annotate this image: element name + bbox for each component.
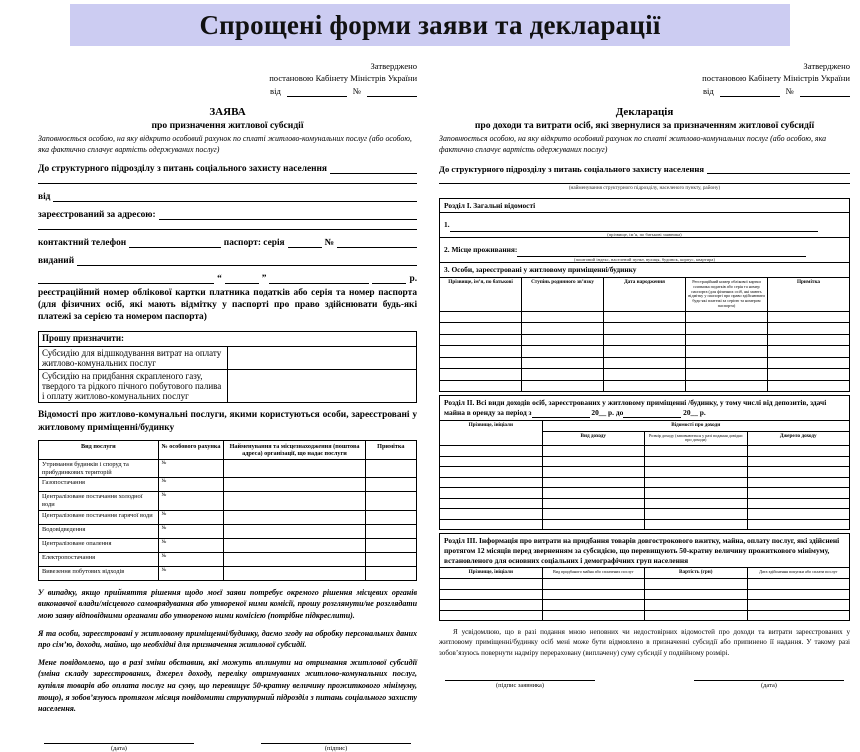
service-org-cell[interactable] — [224, 552, 365, 566]
table-row[interactable] — [440, 509, 850, 520]
section1-item1-number: 1. — [444, 220, 450, 230]
section1-table — [439, 198, 850, 393]
section1-item3: 3. Особи, зареєстровані у житловому приміщенні/будинку — [440, 263, 850, 278]
service-account-cell[interactable]: № — [158, 538, 224, 552]
left-sign-caption: (підпис) — [324, 744, 348, 752]
cell[interactable] — [645, 446, 747, 457]
section3-title-row — [440, 534, 850, 568]
right-date-signature-line[interactable] — [694, 668, 844, 681]
cell[interactable] — [645, 519, 747, 530]
cell[interactable] — [440, 488, 542, 499]
left-date-signature-line[interactable] — [44, 731, 194, 744]
service-note-cell[interactable] — [365, 460, 416, 478]
cell[interactable] — [440, 311, 522, 323]
section3-table — [439, 533, 850, 621]
table-row[interactable] — [440, 498, 850, 509]
left-signature-row — [38, 731, 417, 752]
cell[interactable] — [522, 334, 604, 346]
services-table-header-row — [39, 440, 417, 459]
cell[interactable] — [747, 467, 850, 478]
cell[interactable] — [767, 369, 849, 381]
left-paragraph-2: Я та особи, зареєстровані у житловому приміщенні/будинку, даємо згоду на обробку персональних даних про сім’ю, доходи, майно, що необхідні для призначення житлової субсидії. — [38, 628, 418, 650]
right-approval-block — [439, 60, 850, 97]
left-addressee-row — [38, 162, 417, 174]
service-org-cell[interactable] — [224, 460, 365, 478]
service-name: Централізоване опалення — [39, 538, 159, 552]
cell[interactable] — [542, 498, 644, 509]
right-addressee-caption: (найменування структурного підрозділу, населеного пункту, району) — [568, 184, 721, 191]
table-row — [39, 478, 417, 492]
cell[interactable] — [645, 498, 747, 509]
left-phone-label: контактний телефон — [38, 237, 127, 248]
service-org-cell[interactable] — [224, 538, 365, 552]
service-name: Газопостачання — [39, 478, 159, 492]
section1-item2-cell — [440, 238, 850, 263]
service-org-cell[interactable] — [224, 524, 365, 538]
cell[interactable] — [440, 369, 522, 381]
section3-col-date: Дата здійснення покупки або сплати послуг — [747, 568, 850, 579]
cell[interactable] — [686, 311, 768, 323]
right-approval-date-row — [439, 85, 850, 97]
cell[interactable] — [645, 456, 747, 467]
section2-title-line1: Розділ II. Всі види доходів осіб, зареєстрованих у житловому приміщенні /будинку, у тому числі від депозитів, — [444, 398, 809, 408]
table-row[interactable] — [440, 311, 850, 323]
left-approval-date-row — [38, 85, 417, 97]
table-row — [39, 492, 417, 510]
cell[interactable] — [542, 488, 644, 499]
left-month-input[interactable] — [269, 272, 369, 284]
service-name: Централізоване постачання холодної води — [39, 492, 159, 510]
right-approval-date-blank[interactable] — [720, 87, 780, 97]
cell[interactable] — [542, 579, 644, 590]
left-addressee-second-rule[interactable] — [38, 182, 417, 184]
cell[interactable] — [542, 610, 644, 621]
section2-period-to-input[interactable] — [623, 409, 681, 418]
left-issued-input[interactable] — [77, 254, 417, 266]
right-sign-signature-line[interactable] — [445, 668, 595, 681]
left-passport-label: паспорт: серія — [223, 237, 285, 248]
cell[interactable] — [747, 446, 850, 457]
left-from-row — [38, 190, 417, 202]
cell[interactable] — [767, 334, 849, 346]
cell[interactable] — [686, 323, 768, 335]
service-note-cell[interactable] — [365, 552, 416, 566]
table-row[interactable] — [440, 589, 850, 600]
service-note-cell[interactable] — [365, 492, 416, 510]
left-from-label: від — [38, 191, 51, 202]
table-row — [39, 510, 417, 524]
cell[interactable] — [686, 380, 768, 392]
cell[interactable] — [686, 369, 768, 381]
section1-col-birth: Дата народження — [604, 277, 686, 311]
left-approval-number-blank[interactable] — [367, 87, 417, 97]
cell[interactable] — [440, 446, 542, 457]
right-doc-title: Декларація — [615, 106, 674, 119]
section2-col-name: Прізвище, ініціали — [440, 420, 542, 446]
left-date-caption: (дата) — [111, 744, 127, 752]
left-issue-date-row — [38, 272, 417, 284]
request-table — [38, 331, 417, 403]
section1-item3-row — [440, 263, 850, 278]
cell[interactable] — [522, 311, 604, 323]
cell[interactable] — [767, 357, 849, 369]
left-addressee-input[interactable] — [330, 162, 417, 174]
request-table-row — [39, 347, 417, 370]
section1-col-note: Примітка — [767, 277, 849, 311]
left-registered-row — [38, 208, 417, 220]
section1-item2-caption: (поштовий індекс, населений пункт, вулиця, будинок, корпус, квартира) — [574, 257, 716, 263]
table-row[interactable] — [440, 579, 850, 590]
section2-title-row — [440, 396, 850, 420]
table-row — [39, 566, 417, 580]
left-date-signature-block — [44, 731, 194, 752]
left-approval-block — [38, 60, 417, 97]
service-note-cell[interactable] — [365, 566, 416, 580]
request-table-row — [39, 370, 417, 403]
right-doc-note: Заповнюється особою, на яку відкрито особовий рахунок по сплаті житлово-комунальних послуг (або особою, яка фактично сплачує вартість одержуваних послуг) — [439, 134, 827, 155]
services-col-type: Вид послуги — [39, 440, 159, 459]
left-registered-label: зареєстрований за адресою: — [38, 209, 156, 220]
left-year-input[interactable] — [372, 272, 406, 284]
table-row[interactable] — [440, 477, 850, 488]
right-approval-line2: постановою Кабінету Міністрів України — [702, 73, 850, 84]
request-option-2: Субсидію на придбання скрапленого газу, твердого та рідкого пічного побутового палива і оплату житлово-комунальних послуг — [39, 370, 228, 403]
cell[interactable] — [645, 610, 747, 621]
left-approval-from-label: від — [270, 85, 281, 96]
right-approval-line1: Затверджено — [803, 61, 850, 71]
cell[interactable] — [747, 456, 850, 467]
right-approval-number-label: № — [785, 85, 794, 96]
right-addressee-input[interactable] — [707, 162, 850, 174]
right-date-signature-block — [694, 668, 844, 689]
left-approval-line1: Затверджено — [370, 61, 418, 71]
service-account-cell[interactable]: № — [158, 460, 224, 478]
service-name: Водовідведення — [39, 524, 159, 538]
service-note-cell[interactable] — [365, 478, 416, 492]
cell[interactable] — [686, 334, 768, 346]
section2-year1: 20__ р. — [591, 408, 614, 418]
section1-title-row — [440, 198, 850, 213]
service-account-cell[interactable]: № — [158, 510, 224, 524]
section1-item2-row — [440, 238, 850, 263]
left-year-suffix: р. — [409, 273, 418, 284]
cell[interactable] — [542, 509, 644, 520]
cell[interactable] — [440, 477, 542, 488]
right-sign-caption: (підпис заявника) — [496, 681, 545, 689]
cell[interactable] — [542, 467, 644, 478]
cell[interactable] — [645, 467, 747, 478]
cell[interactable] — [440, 600, 542, 611]
cell[interactable] — [747, 589, 850, 600]
cell[interactable] — [522, 323, 604, 335]
cell[interactable] — [747, 477, 850, 488]
cell[interactable] — [767, 380, 849, 392]
section3-col-cost: Вартість (грн) — [645, 568, 747, 579]
cell[interactable] — [747, 579, 850, 590]
page-title: Спрощені форми заяви та декларації — [199, 9, 661, 40]
service-org-cell[interactable] — [224, 492, 365, 510]
cell[interactable] — [440, 357, 522, 369]
left-registered-input[interactable] — [159, 208, 417, 220]
request-checkbox-2[interactable] — [228, 370, 417, 403]
cell[interactable] — [542, 600, 644, 611]
section2-col-group: Відомості про доходи — [542, 420, 849, 431]
left-addressee-label: До структурного підрозділу з питань соціального захисту населення — [38, 163, 328, 174]
left-passport-number-input[interactable] — [337, 236, 417, 248]
section2-col-income-type: Вид доходу — [542, 431, 644, 446]
cell[interactable] — [604, 346, 686, 358]
cell[interactable] — [645, 488, 747, 499]
cell[interactable] — [522, 357, 604, 369]
request-table-header: Прошу призначити: — [39, 332, 417, 347]
left-paragraph-3: Мене повідомлено, що в разі зміни обставин, які можуть вплинути на отримання житлової субсидії (зміна складу зареєстрованих, джерел доходу, переліку отримуваних житлово-комунальних послуг, купівля товарів або оплата послуг на суму, що перевищує 50-кратну величину прожиткового мінімуму, тощо), я зобов’язуюсь протягом місяця повідомити структурний підрозділ з питань соціального захисту населення. — [38, 657, 418, 714]
right-approval-number-blank[interactable] — [800, 87, 850, 97]
table-row[interactable] — [440, 380, 850, 392]
section1-col-name: Прізвище, ім’я, по батькові — [440, 277, 522, 311]
service-note-cell[interactable] — [365, 510, 416, 524]
cell[interactable] — [522, 369, 604, 381]
cell[interactable] — [747, 488, 850, 499]
table-row[interactable] — [440, 600, 850, 611]
left-approval-number-label: № — [352, 85, 362, 96]
service-name: Вивезення побутових відходів — [39, 566, 159, 580]
right-addressee-row — [439, 162, 850, 174]
table-row[interactable] — [440, 519, 850, 530]
section3-col-name: Прізвище, ініціали — [440, 568, 542, 579]
section2-table — [439, 395, 850, 530]
table-row[interactable] — [440, 446, 850, 457]
page-banner — [70, 4, 790, 46]
left-approval-date-blank[interactable] — [287, 87, 347, 97]
cell[interactable] — [604, 323, 686, 335]
cell[interactable] — [440, 589, 542, 600]
table-row[interactable] — [440, 357, 850, 369]
left-passport-series-input[interactable] — [288, 236, 322, 248]
section2-group-header-row — [440, 420, 850, 431]
cell[interactable] — [604, 380, 686, 392]
section2-col-income-amount: Розмір доходу (заповнюється у разі подання довідки про доходи) — [645, 431, 747, 446]
cell[interactable] — [645, 589, 747, 600]
services-col-account: № особового рахунка — [158, 440, 224, 459]
cell[interactable] — [686, 346, 768, 358]
services-col-note: Примітка — [365, 440, 416, 459]
right-addressee-second-rule[interactable] — [439, 182, 850, 184]
table-row[interactable] — [440, 369, 850, 381]
cell[interactable] — [522, 380, 604, 392]
cell[interactable] — [767, 311, 849, 323]
request-checkbox-1[interactable] — [228, 347, 417, 370]
section3-title: Розділ III. Інформація про витрати на придбання товарів довгострокового вжитку, майна, оплату послуг, які здійснені протягом 12 місяців перед зверненням за субсидією, що перевищують 50-кратну величину прожиткового мінімуму, встановленого для основних соціальних і демографічних груп населення — [440, 534, 850, 568]
left-date-quote-close: ” — [261, 273, 267, 284]
section1-item2-label: 2. Місце проживання: — [444, 245, 518, 255]
table-row[interactable] — [440, 334, 850, 346]
left-date-quote-open: “ — [217, 273, 222, 284]
table-row[interactable] — [440, 346, 850, 358]
cell[interactable] — [440, 334, 522, 346]
left-issue-date-blank[interactable] — [38, 272, 214, 284]
cell[interactable] — [440, 610, 542, 621]
cell[interactable] — [604, 357, 686, 369]
application-document — [6, 52, 425, 752]
cell[interactable] — [440, 346, 522, 358]
service-org-cell[interactable] — [224, 478, 365, 492]
cell[interactable] — [645, 477, 747, 488]
section3-col-type: Вид придбаного майна або сплачених послуг — [542, 568, 644, 579]
section1-item1-row — [440, 213, 850, 238]
cell[interactable] — [747, 509, 850, 520]
section3-header-row — [440, 568, 850, 579]
section1-item1-caption: (прізвище, ім’я, по батькові заявника) — [607, 232, 682, 238]
cell[interactable] — [747, 519, 850, 530]
table-row[interactable] — [440, 467, 850, 478]
section1-item1-input[interactable] — [450, 223, 819, 232]
service-account-cell[interactable]: № — [158, 478, 224, 492]
cell[interactable] — [645, 600, 747, 611]
cell[interactable] — [767, 323, 849, 335]
table-row[interactable] — [440, 488, 850, 499]
service-account-cell[interactable]: № — [158, 552, 224, 566]
declaration-document — [435, 52, 854, 752]
cell[interactable] — [747, 610, 850, 621]
left-doc-note: Заповнюється особою, на яку відкрито особовий рахунок по сплаті житлово-комунальних послуг (або особою, яка фактично сплачує вартість одержуваних послуг) — [38, 134, 412, 155]
cell[interactable] — [542, 456, 644, 467]
section2-title-cell — [440, 396, 850, 420]
section2-to-label: до — [615, 408, 624, 418]
table-row — [39, 460, 417, 478]
left-issued-label: виданий — [38, 255, 75, 266]
request-option-1: Субсидію для відшкодування витрат на оплату житлово-комунальних послуг — [39, 347, 228, 370]
services-col-org: Найменування та місцезнаходження (поштова адреса) організації, що надає послуги — [224, 440, 365, 459]
section2-year2: 20__ р. — [683, 408, 706, 418]
cell[interactable] — [542, 519, 644, 530]
cell[interactable] — [542, 589, 644, 600]
right-doc-subtitle: про доходи та витрати осіб, які звернулися за призначенням житлової субсидії — [474, 120, 815, 132]
left-doc-subtitle: про призначення житлової субсидії — [151, 120, 304, 132]
cell[interactable] — [440, 509, 542, 520]
cell[interactable] — [440, 380, 522, 392]
section2-period-from-input[interactable] — [532, 409, 590, 418]
cell[interactable] — [440, 579, 542, 590]
left-phone-row — [38, 236, 417, 248]
section1-item2-input[interactable] — [517, 248, 806, 257]
right-date-caption: (дата) — [761, 681, 777, 689]
left-passport-number-label: № — [324, 237, 335, 248]
cell[interactable] — [604, 334, 686, 346]
left-registered-second-rule[interactable] — [38, 228, 417, 230]
table-row[interactable] — [440, 323, 850, 335]
cell[interactable] — [747, 498, 850, 509]
services-table — [38, 440, 417, 581]
request-table-header-row — [39, 332, 417, 347]
section1-col-relation: Ступінь родинного зв’язку — [522, 277, 604, 311]
section1-title: Розділ I. Загальні відомості — [440, 198, 850, 213]
cell[interactable] — [604, 369, 686, 381]
service-account-cell[interactable]: № — [158, 566, 224, 580]
table-row — [39, 524, 417, 538]
service-note-cell[interactable] — [365, 538, 416, 552]
left-sign-signature-block — [261, 731, 411, 752]
service-name: Утримання будинків і споруд та прибудинкових територій — [39, 460, 159, 478]
right-signature-row — [439, 668, 850, 689]
cell[interactable] — [542, 477, 644, 488]
cell[interactable] — [440, 519, 542, 530]
left-tax-paragraph: реєстраційний номер облікової картки платника податків або серія та номер паспорта (для фізичних осіб, які мають відмітку у паспорті про право здійснювати будь-які платежі за серією та номером паспорта) — [38, 287, 418, 323]
cell[interactable] — [747, 600, 850, 611]
service-account-cell[interactable]: № — [158, 492, 224, 510]
left-approval-line2: постановою Кабінету Міністрів України — [269, 73, 418, 84]
section1-item1-cell — [440, 213, 850, 238]
section1-header-row — [440, 277, 850, 311]
cell[interactable] — [440, 323, 522, 335]
service-name: Централізоване постачання гарячої води — [39, 510, 159, 524]
left-from-input[interactable] — [53, 190, 417, 202]
service-name: Електропостачання — [39, 552, 159, 566]
cell[interactable] — [645, 579, 747, 590]
cell[interactable] — [645, 509, 747, 520]
service-note-cell[interactable] — [365, 524, 416, 538]
table-row[interactable] — [440, 610, 850, 621]
cell[interactable] — [440, 498, 542, 509]
left-doc-title: ЗАЯВА — [209, 106, 246, 119]
table-row — [39, 552, 417, 566]
left-day-input[interactable] — [225, 272, 259, 284]
cell[interactable] — [542, 446, 644, 457]
service-account-cell[interactable]: № — [158, 524, 224, 538]
right-closing-paragraph: Я усвідомлюю, що в разі подання мною неповних чи недостовірних відомостей про доходи та витрати зареєстрованих у житловому приміщенні/будинку осіб мені може бути відмовлено в призначенні субсидії або припинено її надання. У такому разі зобов’язуюсь повернути надміру перераховану (виплачену) суму субсидії у подвійному розмірі. — [439, 628, 850, 657]
table-row[interactable] — [440, 456, 850, 467]
right-approval-from-label: від — [702, 85, 714, 96]
left-phone-input[interactable] — [129, 236, 221, 248]
left-issued-row — [38, 254, 417, 266]
service-org-cell[interactable] — [224, 566, 365, 580]
cell[interactable] — [522, 346, 604, 358]
cell[interactable] — [440, 456, 542, 467]
section2-col-income-source: Джерело доходу — [747, 431, 850, 446]
right-sign-signature-block — [445, 668, 595, 689]
cell[interactable] — [440, 467, 542, 478]
section1-col-taxid: Реєстраційний номер облікової картки платника податків або серія та номер паспорта (для фізичних осіб, які мають відмітку у паспорті про право здійснювати будь-які платежі за серією та номером паспорта) — [686, 277, 768, 311]
cell[interactable] — [686, 357, 768, 369]
documents-sheet — [0, 46, 860, 752]
right-addressee-label: До структурного підрозділу з питань соціального захисту населення — [439, 163, 704, 174]
left-sign-signature-line[interactable] — [261, 731, 411, 744]
table-row — [39, 538, 417, 552]
services-heading: Відомості про житлово-комунальні послуги, якими користуються особи, зареєстровані у житловому приміщенні/будинку — [38, 410, 418, 433]
cell[interactable] — [604, 311, 686, 323]
cell[interactable] — [767, 346, 849, 358]
left-paragraph-1: У випадку, якщо прийняття рішення щодо моєї заяви потребує окремого рішення місцевих органів виконавчої влади/місцевого самоврядування або утвореної ними комісії, прошу розглянути/не розглядати мою заяву відповідними органами або утвореною ними комісією (потрібне підкреслити). — [38, 587, 418, 620]
section2-title-line2: здачі майна в оренду за період з — [444, 398, 827, 418]
service-org-cell[interactable] — [224, 510, 365, 524]
